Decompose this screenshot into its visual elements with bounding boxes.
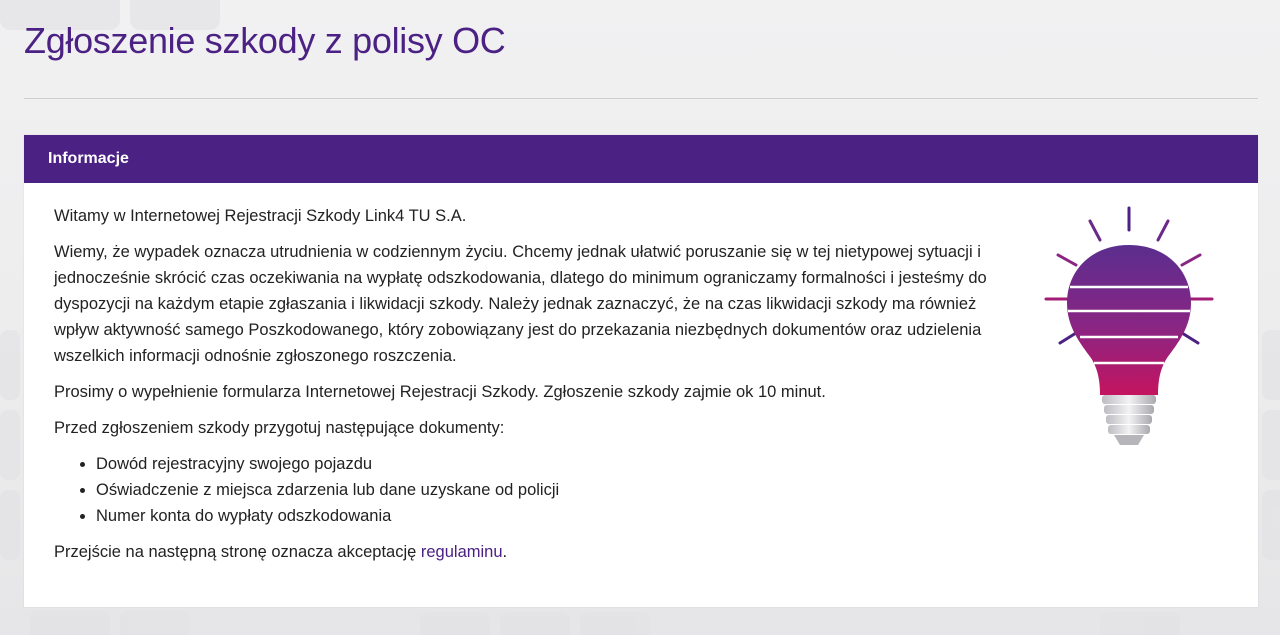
page-title: Zgłoszenie szkody z polisy OC [24,20,506,61]
welcome-text: Witamy w Internetowej Rejestracji Szkody Link4 TU S.A. [54,207,467,225]
panel-body [24,183,994,565]
panel-header: Informacje [24,135,1258,183]
documents-list [54,451,994,529]
regulations-link[interactable]: regulaminu [420,543,503,561]
list-item: • Numer konta do wypłaty odszkodowania [96,503,994,529]
documents-intro: Przed zgłoszeniem szkody przygotuj następujące dokumenty: [54,419,505,437]
acceptance-suffix: . [502,543,508,561]
request-text: Prosimy o wypełnienie formularza Internetowej Rejestracji Szkody. Zgłoszenie szkody zajmie ok 10 minut. [54,383,826,401]
information-panel [24,135,1258,607]
list-item: • Dowód rejestracyjny swojego pojazdu [96,451,994,477]
acceptance-prefix: Przejście na następną stronę oznacza akceptację [54,543,421,561]
lightbulb-icon [1018,203,1238,463]
acceptance-text [54,539,994,565]
list-item: • Oświadczenie z miejsca zdarzenia lub dane uzyskane od policji [96,477,994,503]
intro-text: Wiemy, że wypadek oznacza utrudnienia w codziennym życiu. Chcemy jednak ułatwić poruszanie się w tej nietypowej sytuacji i jednocześnie skrócić czas oczekiwania na wypłatę odszkodowania, dlatego do minimum ograniczamy formalności i jesteśmy do dyspozycji na każdym etapie zgłaszania i likwidacji szkody. Należy jednak zaznaczyć, że na czas likwidacji szkody ma również wpływ aktywność samego Poszkodowanego, który zobowiązany jest do przekazania niezbędnych dokumentów oraz udzielenia wszelkich informacji odnośnie zgłoszonego roszczenia. [54,243,987,365]
title-divider [24,98,1258,99]
